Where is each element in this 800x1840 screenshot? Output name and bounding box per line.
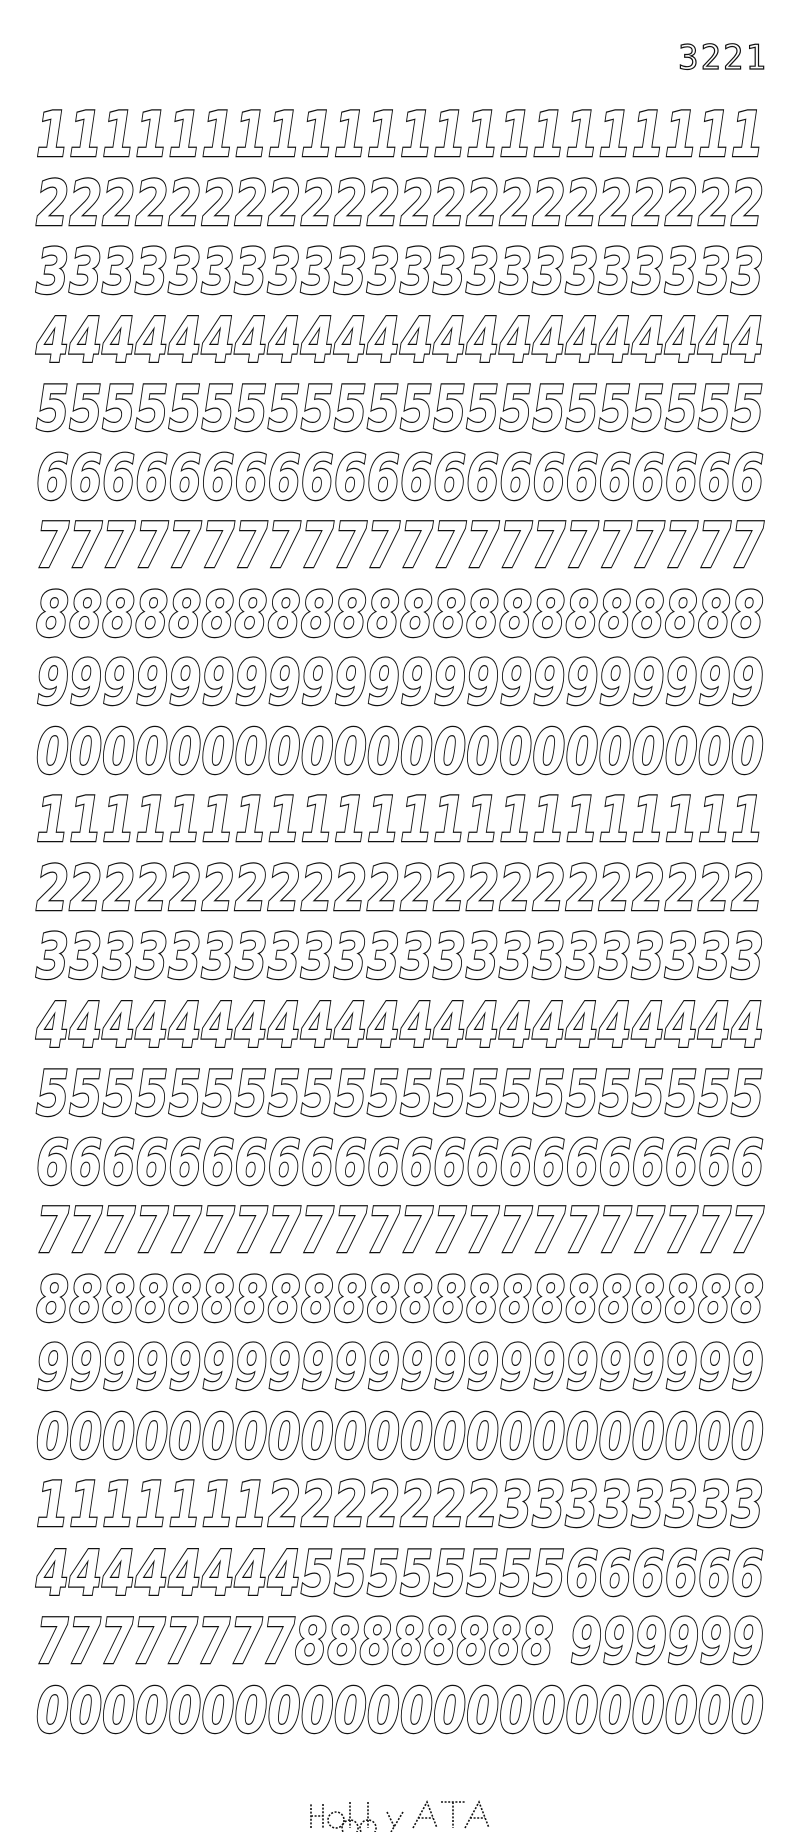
sticker-row xyxy=(34,1057,766,1130)
sticker-row xyxy=(34,1399,766,1473)
digit-sticker-row-text: 0000000000000000000000 xyxy=(36,1673,764,1747)
sticker-row xyxy=(34,440,766,514)
sticker-row xyxy=(34,920,766,993)
sticker-row xyxy=(34,372,766,445)
digit-sticker-row-text: 5555555555555555555555 xyxy=(36,1057,764,1130)
digit-sticker-row-text: 6666666666666666666666 xyxy=(36,440,764,514)
sticker-row xyxy=(34,1468,766,1541)
digit-sticker-row-text: 5555555555555555555555 xyxy=(36,372,764,445)
digit-sticker-row-text: 9999999999999999999999 xyxy=(36,646,764,719)
digit-sticker-row-text: 4444444444444444444444 xyxy=(35,303,765,377)
sticker-row xyxy=(34,166,766,240)
sticker-row xyxy=(34,235,766,308)
digit-sticker-row-text: 0000000000000000000000 xyxy=(36,714,764,788)
digit-sticker-row-text: 3333333333333333333333 xyxy=(36,920,764,993)
sticker-row xyxy=(34,1605,766,1678)
sticker-row xyxy=(34,1194,766,1267)
sticker-row xyxy=(34,509,766,582)
digit-sticker-row-text: 1111111222222233333333 xyxy=(36,1468,764,1541)
sticker-row xyxy=(34,1262,766,1336)
sticker-row xyxy=(34,646,766,719)
digit-sticker-row-text: 6666666666666666666666 xyxy=(36,1125,764,1199)
sticker-row xyxy=(34,577,766,651)
digit-sticker-row-text: 7777777777777777777777 xyxy=(36,1194,765,1267)
sticker-row xyxy=(34,783,766,856)
digit-sticker-row-text: 7777777777777777777777 xyxy=(36,509,765,582)
sticker-row xyxy=(34,714,766,788)
digit-sticker-row-text: 0000000000000000000000 xyxy=(36,1399,764,1473)
sticker-row xyxy=(34,1673,766,1747)
digit-sticker-row-text: 1111111111111111111111 xyxy=(36,783,764,856)
sticker-row xyxy=(34,98,766,171)
digit-sticker-row-text: 1111111111111111111111 xyxy=(36,98,764,171)
sticker-row xyxy=(34,988,766,1062)
digit-sticker-row-text: 3333333333333333333333 xyxy=(36,235,764,308)
article-number: 3221 xyxy=(678,38,768,78)
sticker-row xyxy=(34,303,766,377)
sticker-row xyxy=(34,851,766,925)
digit-sticker-row-text: 2222222222222222222222 xyxy=(36,166,764,240)
sticker-row xyxy=(34,1331,766,1404)
digit-sticker-row-text: 8888888888888888888888 xyxy=(36,1262,764,1336)
digit-sticker-row-text: 7777777788888888 999999 xyxy=(36,1605,764,1678)
brand-logo xyxy=(305,1798,495,1832)
digit-sticker-row-text: 9999999999999999999999 xyxy=(36,1331,764,1404)
sticker-rows xyxy=(34,98,766,1798)
sticker-row xyxy=(34,1125,766,1199)
digit-sticker-row-text: 4444444455555555666666 xyxy=(35,1536,765,1610)
digit-sticker-row-text: 2222222222222222222222 xyxy=(36,851,764,925)
sticker-row xyxy=(34,1536,766,1610)
digit-sticker-row-text: 8888888888888888888888 xyxy=(36,577,764,651)
digit-sticker-row-text: 4444444444444444444444 xyxy=(35,988,765,1062)
